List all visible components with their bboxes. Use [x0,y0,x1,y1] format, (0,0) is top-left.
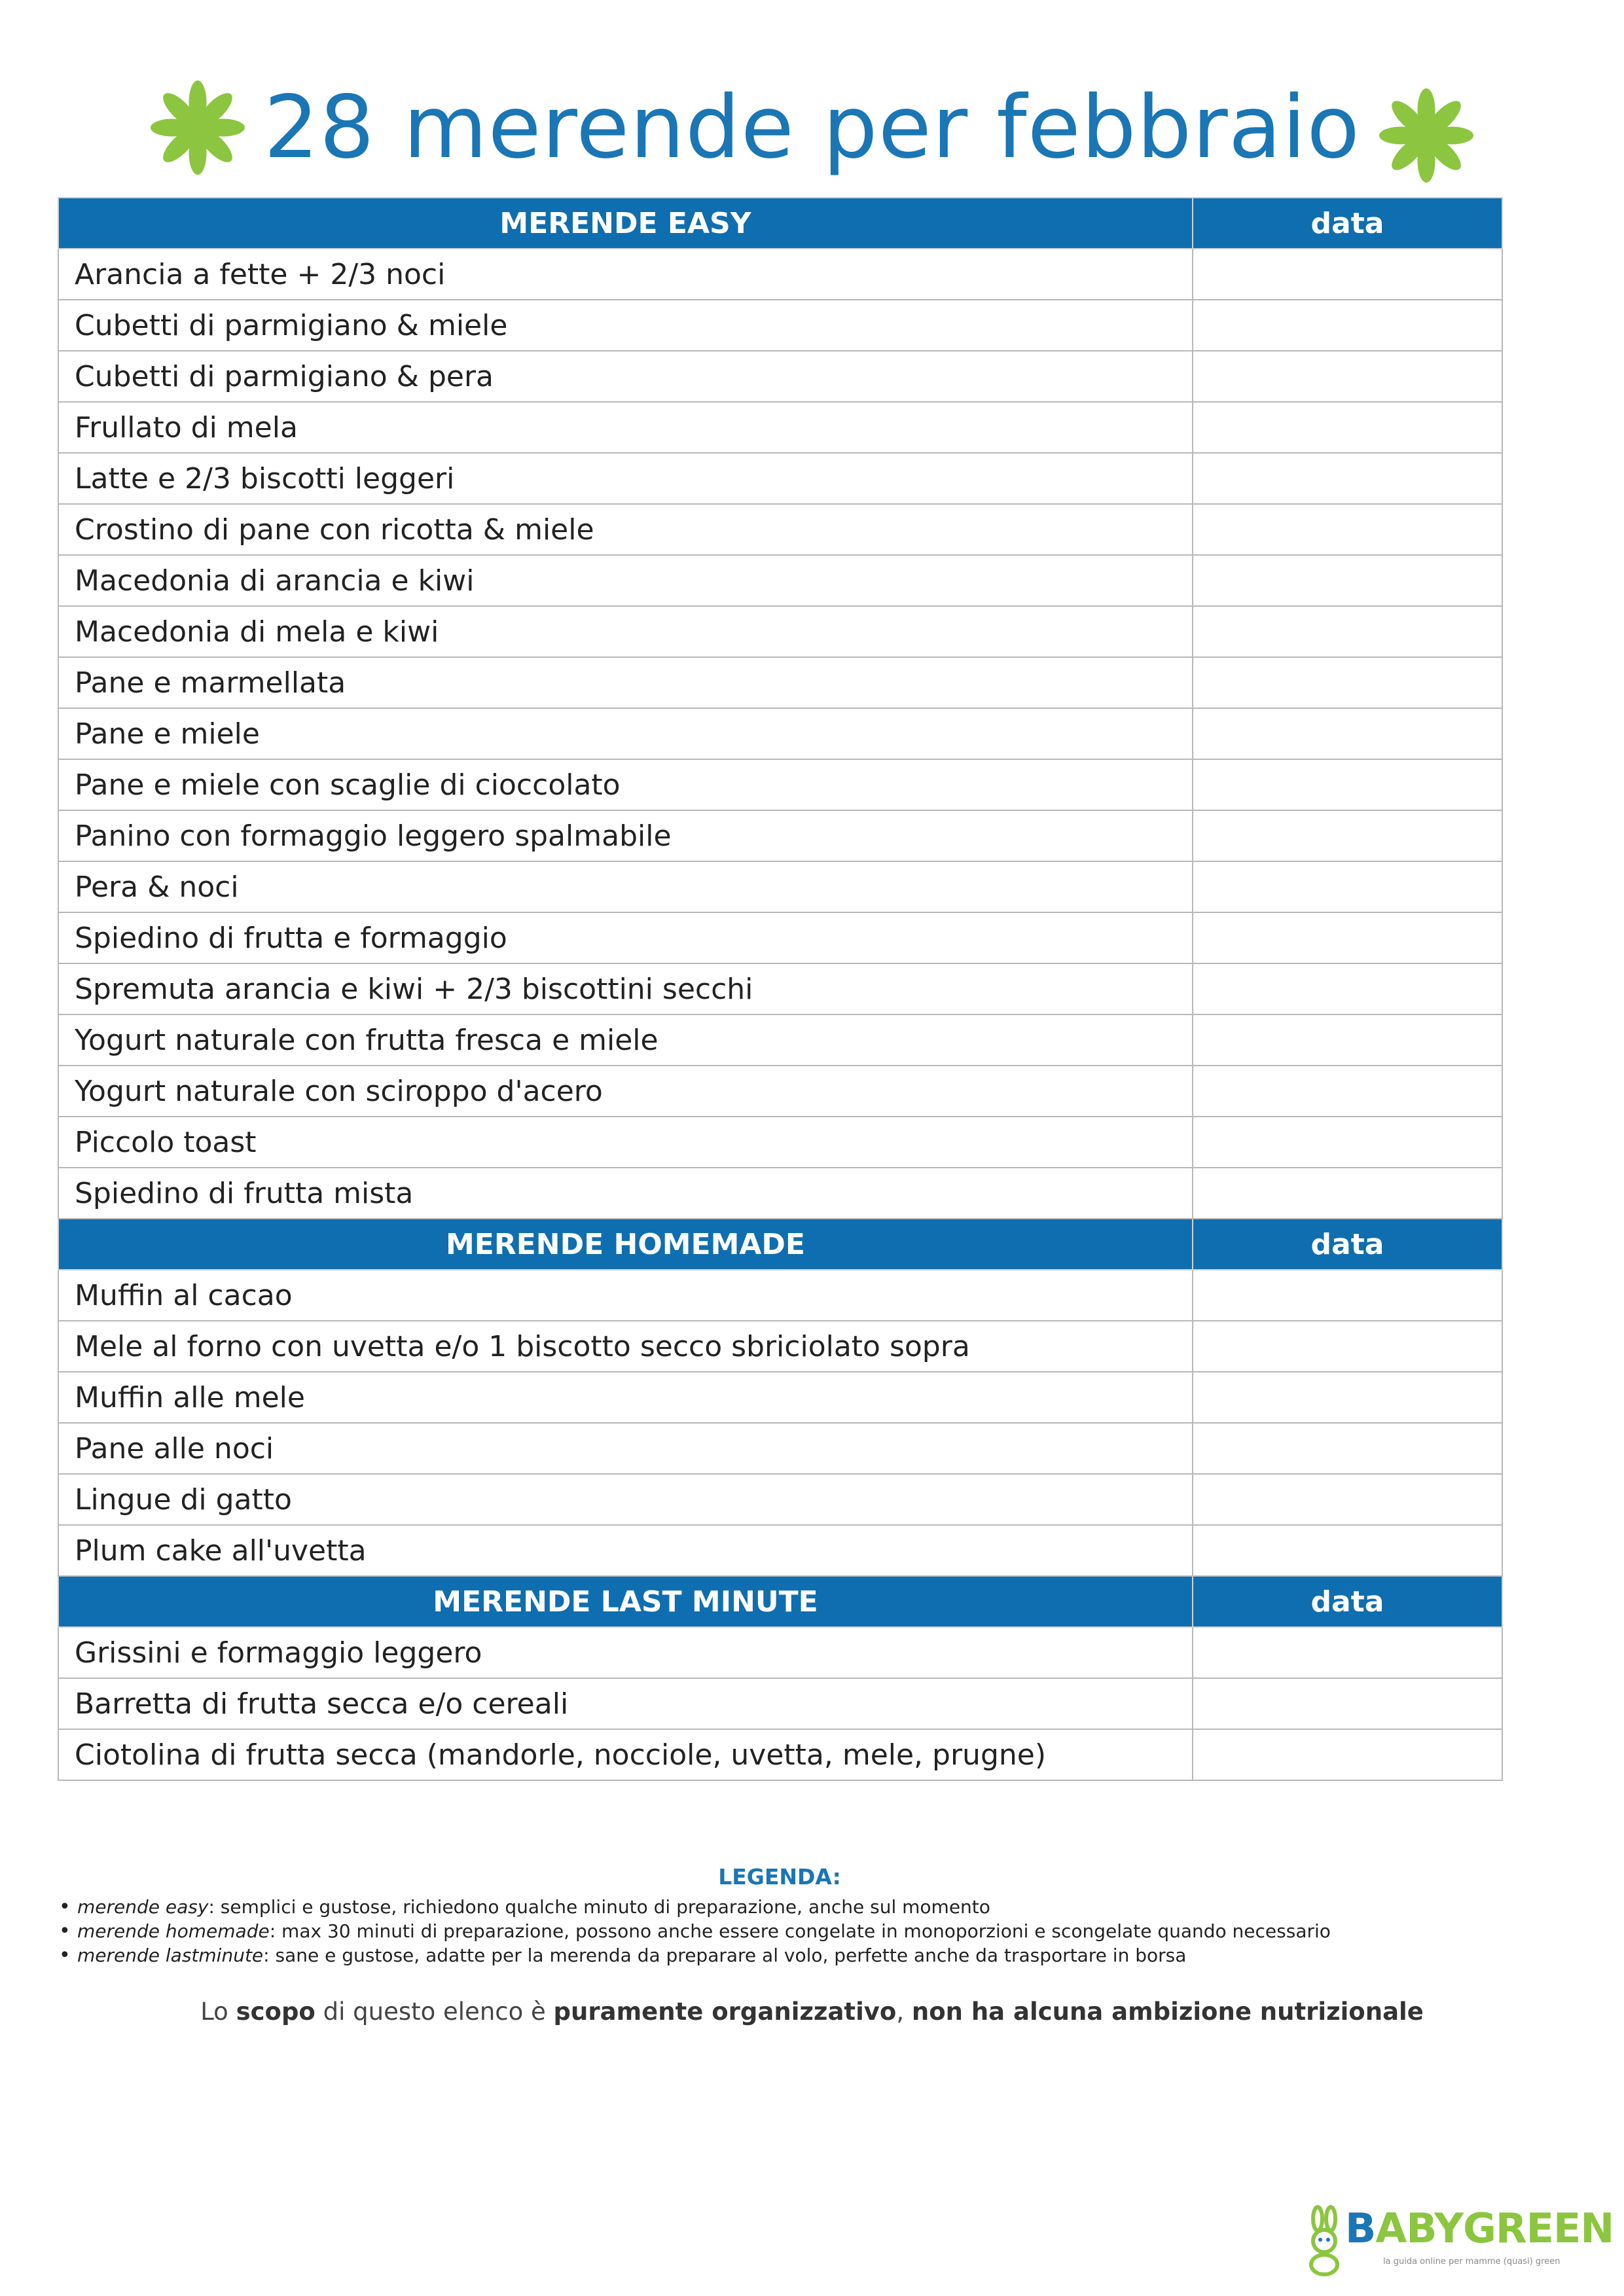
note-bold: non ha alcuna ambizione nutrizionale [911,1998,1424,2026]
page-title: 28 merende per febbraio [264,77,1360,178]
snack-name: Pera & noci [58,861,1193,912]
table-row [58,1117,1502,1168]
section-header-row [58,1576,1502,1627]
table-row [58,249,1502,300]
table-row [58,555,1502,606]
snack-name: Yogurt naturale con sciroppo d'acero [58,1066,1193,1117]
table-row [58,1729,1502,1780]
table-row [58,1474,1502,1525]
snack-name: Pane e miele con scaglie di cioccolato [58,759,1193,810]
logo-tagline: la guida online per mamme (quasi) green [1383,2257,1561,2267]
logo-word: ABYGREEN [1375,2204,1614,2252]
snack-name: Crostino di pane con ricotta & miele [58,504,1193,555]
date-cell[interactable] [1193,1117,1502,1168]
snack-name: Barretta di frutta secca e/o cereali [58,1678,1193,1729]
snack-name: Plum cake all'uvetta [58,1525,1193,1576]
snack-table [58,197,1503,1781]
date-cell[interactable] [1193,1066,1502,1117]
table-row [58,912,1502,963]
date-cell[interactable] [1193,1168,1502,1219]
date-cell[interactable] [1193,657,1502,708]
snack-name: Latte e 2/3 biscotti leggeri [58,453,1193,504]
table-row [58,1270,1502,1321]
snack-name: Spiedino di frutta mista [58,1168,1193,1219]
legend-term: merende lastminute [77,1945,264,1966]
bunny-icon [1306,2204,1344,2276]
disclaimer-note [0,1998,1624,2026]
snack-name: Spremuta arancia e kiwi + 2/3 biscottini secchi [58,963,1193,1014]
section-title: MERENDE EASY [58,198,1193,249]
title-area [0,59,1624,196]
snack-name: Lingue di gatto [58,1474,1193,1525]
date-column-header: data [1193,198,1502,249]
legend-title: LEGENDA: [718,1864,841,1890]
logo-wordmark [1345,2204,1614,2252]
date-cell[interactable] [1193,249,1502,300]
snack-name: Frullato di mela [58,402,1193,453]
date-cell[interactable] [1193,606,1502,657]
date-cell[interactable] [1193,1474,1502,1525]
legend-text: : max 30 minuti di preparazione, possono anche essere congelate in monoporzioni e scongelate quando necessario [269,1920,1331,1942]
date-cell[interactable] [1193,912,1502,963]
babygreen-logo [1306,2204,1614,2276]
snack-name: Macedonia di arancia e kiwi [58,555,1193,606]
table-row [58,1372,1502,1423]
table-row [58,1678,1502,1729]
table-row [58,402,1502,453]
table-row [58,453,1502,504]
snack-name: Arancia a fette + 2/3 noci [58,249,1193,300]
snack-name: Cubetti di parmigiano & miele [58,300,1193,351]
date-cell[interactable] [1193,1014,1502,1066]
section-header-row [58,198,1502,249]
legend-term: merende easy [77,1896,209,1918]
date-cell[interactable] [1193,963,1502,1014]
table-row [58,810,1502,861]
date-column-header: data [1193,1219,1502,1270]
legend-text: : semplici e gustose, richiedono qualche minuto di preparazione, anche sul momento [208,1896,990,1918]
date-cell[interactable] [1193,1627,1502,1678]
table-row [58,963,1502,1014]
snack-table-body [58,198,1502,1780]
snack-name: Spiedino di frutta e formaggio [58,912,1193,963]
table-row [58,759,1502,810]
section-title: MERENDE HOMEMADE [58,1219,1193,1270]
date-cell[interactable] [1193,861,1502,912]
snack-name: Macedonia di mela e kiwi [58,606,1193,657]
snack-name: Piccolo toast [58,1117,1193,1168]
section-title: MERENDE LAST MINUTE [58,1576,1193,1627]
table-row [58,1423,1502,1474]
date-column-header: data [1193,1576,1502,1627]
date-cell[interactable] [1193,1729,1502,1780]
snack-name: Ciotolina di frutta secca (mandorle, nocciole, uvetta, mele, prugne) [58,1729,1193,1780]
note-bold: scopo [236,1998,316,2026]
section-header-row [58,1219,1502,1270]
legend-item [58,1895,1563,1919]
table-row [58,657,1502,708]
date-cell[interactable] [1193,1321,1502,1372]
date-cell[interactable] [1193,1372,1502,1423]
note-bold: puramente organizzativo [553,1998,897,2026]
snack-name: Muffin al cacao [58,1270,1193,1321]
table-row [58,1168,1502,1219]
legend-item [58,1919,1563,1943]
date-cell[interactable] [1193,1270,1502,1321]
table-row [58,1321,1502,1372]
table-row [58,1066,1502,1117]
legend-item [58,1943,1563,1967]
snack-name: Pane e miele [58,708,1193,759]
legend-term: merende homemade [77,1920,270,1942]
snack-name: Cubetti di parmigiano & pera [58,351,1193,402]
table-row [58,1627,1502,1678]
snack-name: Muffin alle mele [58,1372,1193,1423]
note-text: Lo [200,1998,236,2026]
date-cell[interactable] [1193,504,1502,555]
date-cell[interactable] [1193,300,1502,351]
snack-name: Pane e marmellata [58,657,1193,708]
table-row [58,504,1502,555]
table-row [58,861,1502,912]
date-cell[interactable] [1193,759,1502,810]
table-row [58,708,1502,759]
date-cell[interactable] [1193,453,1502,504]
flower-icon [1377,86,1475,185]
table-row [58,300,1502,351]
table-row [58,606,1502,657]
snack-name: Mele al forno con uvetta e/o 1 biscotto secco sbriciolato sopra [58,1321,1193,1372]
date-cell[interactable] [1193,708,1502,759]
date-cell[interactable] [1193,1525,1502,1576]
note-text: di questo elenco è [315,1998,554,2026]
date-cell[interactable] [1193,402,1502,453]
snack-name: Grissini e formaggio leggero [58,1627,1193,1678]
flower-icon [149,79,247,177]
date-cell[interactable] [1193,810,1502,861]
table-row [58,1525,1502,1576]
note-text: , [896,1998,912,2026]
snack-name: Yogurt naturale con frutta fresca e miele [58,1014,1193,1066]
legend-text: : sane e gustose, adatte per la merenda da preparare al volo, perfette anche da trasportare in borsa [263,1945,1187,1966]
date-cell[interactable] [1193,1423,1502,1474]
date-cell[interactable] [1193,555,1502,606]
snack-name: Pane alle noci [58,1423,1193,1474]
date-cell[interactable] [1193,1678,1502,1729]
table-row [58,1014,1502,1066]
logo-letter: B [1345,2204,1376,2252]
snack-name: Panino con formaggio leggero spalmabile [58,810,1193,861]
date-cell[interactable] [1193,351,1502,402]
legend-list [58,1895,1563,1967]
table-row [58,351,1502,402]
